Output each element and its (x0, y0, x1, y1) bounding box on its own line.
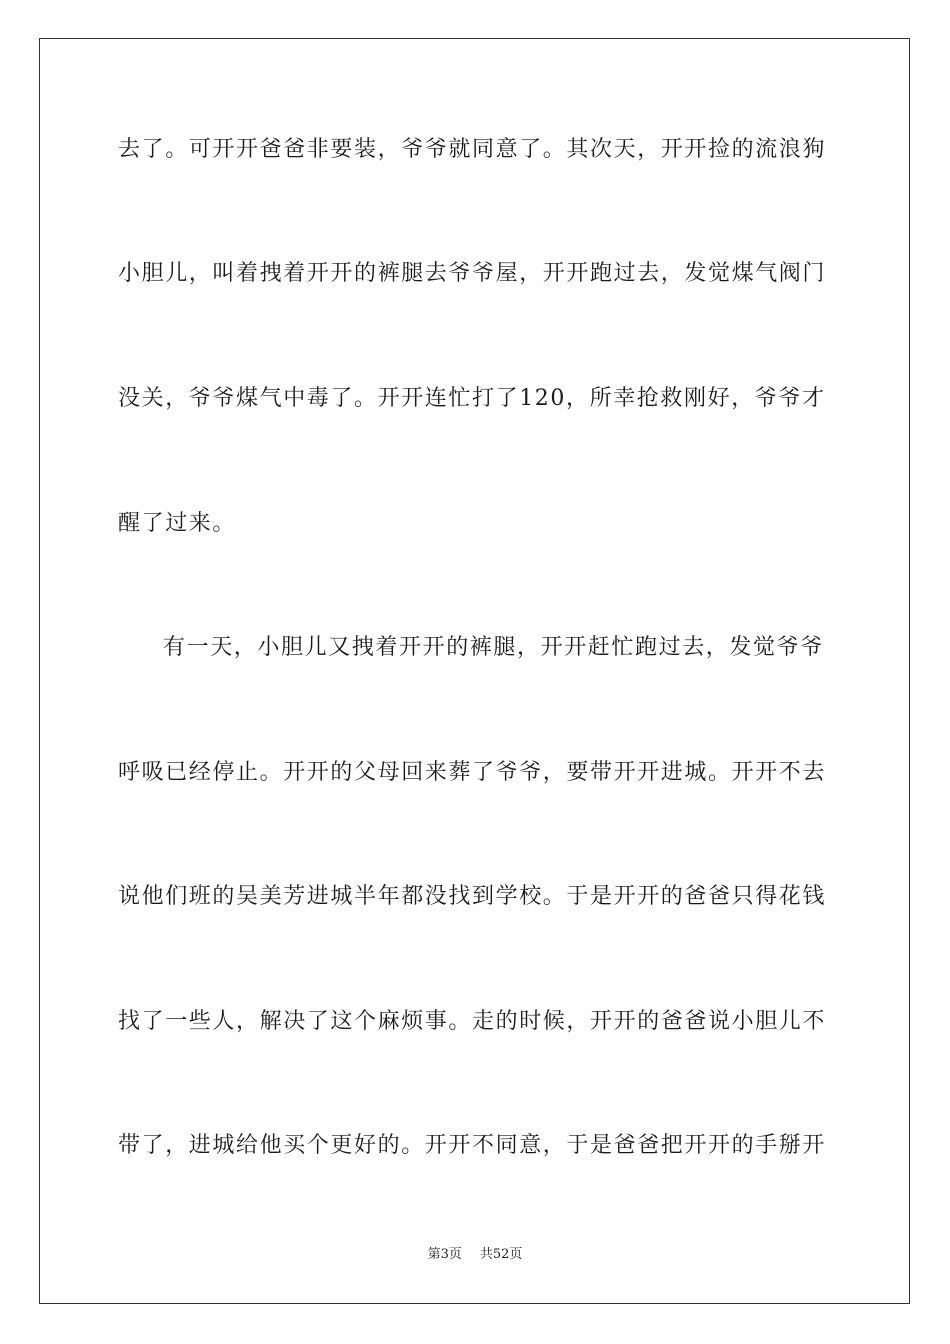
text-line-8: 找了一些人，解决了这个麻烦事。走的时候，开开的爸爸说小胆儿不 (118, 1009, 827, 1034)
text-line-3: 没关，爷爷煤气中毒了。开开连忙打了120，所幸抢救刚好，爷爷才 (118, 386, 826, 411)
text-line-5-paragraph-start: 有一天，小胆儿又拽着开开的裤腿，开开赶忙跑过去，发觉爷爷 (163, 635, 824, 660)
text-line-1: 去了。可开开爸爸非要装，爷爷就同意了。其次天，开开捡的流浪狗 (118, 137, 827, 162)
page-number: 第3页 (427, 1247, 462, 1262)
page-footer (0, 1246, 950, 1264)
total-pages: 共52页 (479, 1247, 523, 1262)
text-line-2: 小胆儿，叫着拽着开开的裤腿去爷爷屋，开开跑过去，发觉煤气阀门 (118, 261, 827, 286)
page-border (39, 38, 910, 1304)
text-line-4: 醒了过来。 (118, 511, 237, 536)
text-line-6: 呼吸已经停止。开开的父母回来葬了爷爷，要带开开进城。开开不去 (118, 760, 827, 785)
text-line-7: 说他们班的吴美芳进城半年都没找到学校。于是开开的爸爸只得花钱 (118, 884, 827, 909)
text-line-9: 带了，进城给他买个更好的。开开不同意，于是爸爸把开开的手掰开 (118, 1133, 827, 1158)
